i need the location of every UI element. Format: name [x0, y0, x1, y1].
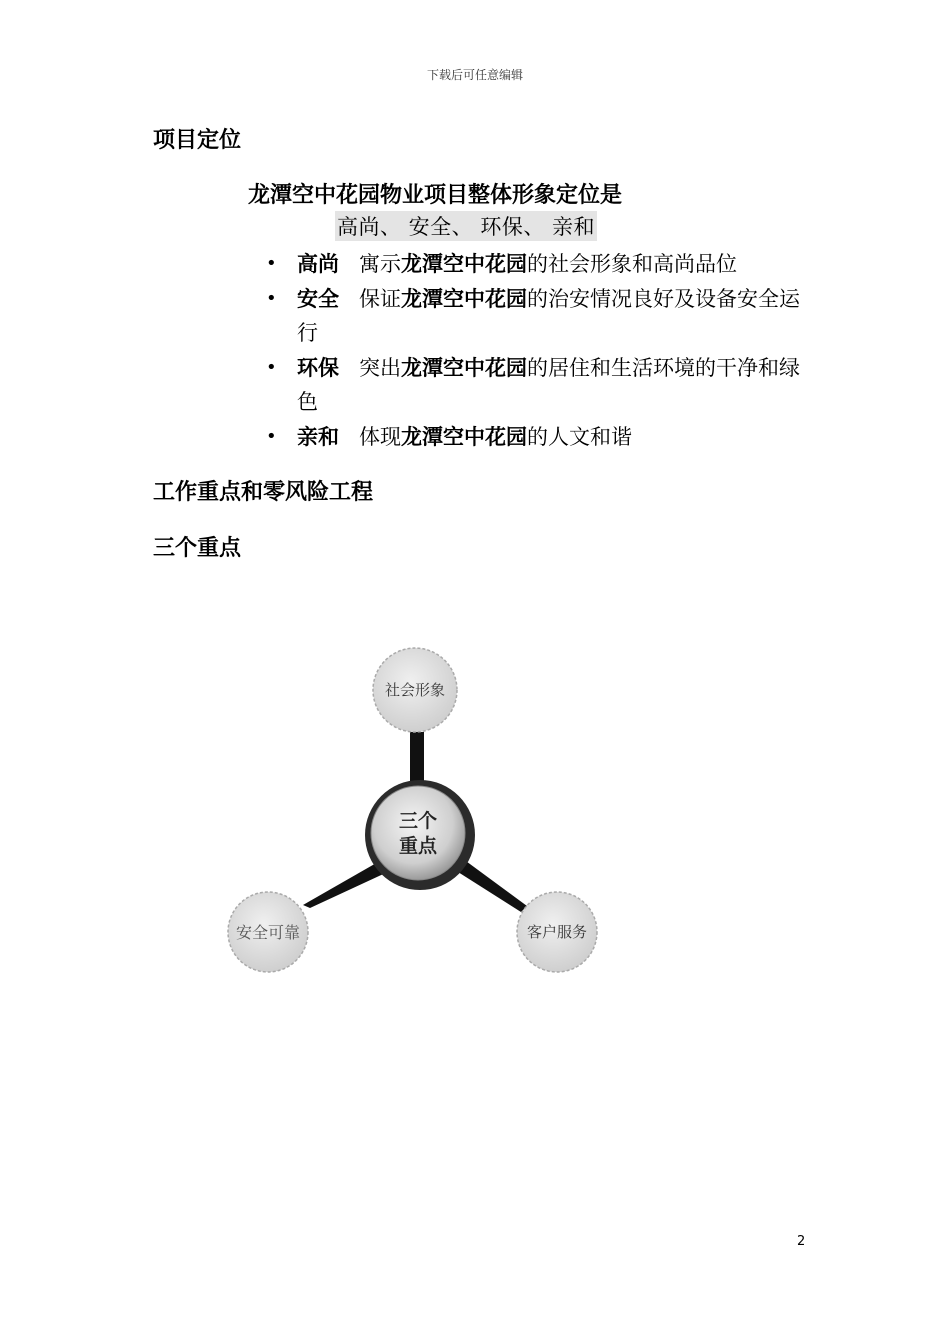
- bullet-keyword: 高尚: [297, 252, 339, 276]
- bullet-post: 的治安情况良好及设备安全运行: [297, 286, 800, 345]
- bullet-body: [297, 351, 811, 420]
- positioning-subtitle: 高尚、 安全、 环保、 亲和: [335, 211, 597, 241]
- bullet-dot: •: [266, 287, 277, 309]
- center-node-label-line1: 三个: [398, 810, 438, 832]
- three-points-diagram: [215, 640, 615, 980]
- left-node-label: 安全可靠: [235, 923, 301, 942]
- bullet-item: [266, 351, 811, 420]
- right-node-label: 客户服务: [526, 923, 588, 941]
- bullet-project-name: 龙潭空中花园: [401, 355, 527, 380]
- positioning-headline: 龙潭空中花园物业项目整体形象定位是: [248, 183, 623, 208]
- section-title-three-points: 三个重点: [153, 536, 242, 561]
- section-title-positioning: 项目定位: [153, 128, 242, 153]
- bullet-keyword: 亲和: [297, 424, 339, 449]
- bullet-post: 的社会形象和高尚品位: [527, 252, 737, 276]
- bullet-item: [266, 247, 811, 282]
- center-node: [371, 786, 465, 880]
- page-number: 2: [797, 1234, 806, 1249]
- bullet-body: [297, 247, 811, 282]
- bullet-project-name: 龙潭空中花园: [401, 252, 527, 276]
- top-node-label: 社会形象: [384, 681, 446, 699]
- section-title-focus: 工作重点和零风险工程: [153, 480, 374, 505]
- bullet-pre: 保证: [359, 286, 401, 311]
- bullet-body: [297, 420, 811, 455]
- bullet-item: [266, 282, 811, 351]
- center-node-label-line2: 重点: [398, 835, 438, 857]
- bullet-project-name: 龙潭空中花园: [401, 424, 527, 449]
- bullet-project-name: 龙潭空中花园: [401, 286, 527, 311]
- bullet-pre: 寓示: [359, 252, 401, 276]
- positioning-bullet-list: [266, 247, 811, 454]
- bullet-pre: 体现: [359, 424, 401, 449]
- bullet-keyword: 安全: [297, 286, 339, 311]
- page-header-note: 下载后可任意编辑: [426, 68, 523, 82]
- bullet-post: 的人文和谐: [527, 424, 632, 449]
- bullet-dot: •: [266, 253, 277, 274]
- bullet-dot: •: [266, 425, 277, 447]
- bullet-pre: 突出: [359, 355, 401, 380]
- bullet-keyword: 环保: [297, 355, 339, 380]
- bullet-body: [297, 282, 811, 351]
- bullet-item: [266, 420, 811, 455]
- bullet-post: 的居住和生活环境的干净和绿色: [297, 355, 800, 414]
- bullet-dot: •: [266, 356, 277, 378]
